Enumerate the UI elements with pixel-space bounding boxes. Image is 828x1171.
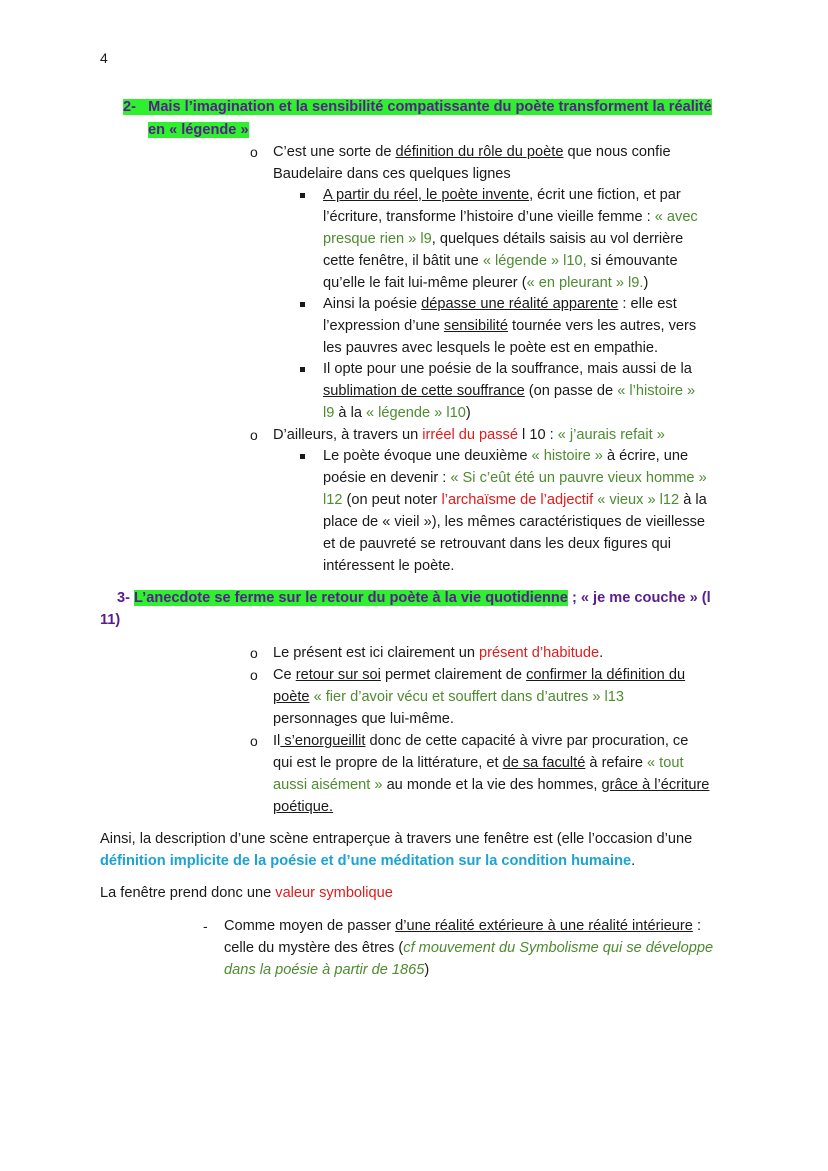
text: qu’elle le fait lui-même pleurer ( [323,275,527,291]
b1-line3 [323,229,683,251]
s3-item3-line4 [273,797,333,819]
text: qui est le propre de la littérature, et [273,755,503,771]
underlined-text: sensibilité [443,318,508,334]
quote: « l’histoire » [617,383,696,399]
text: à refaire [585,755,647,771]
s3-item1 [273,643,603,665]
text: 11) [100,612,121,628]
b1-line4 [323,251,678,273]
text: La fenêtre prend donc une [100,885,276,901]
underlined-text: s’enorgueillit [280,733,366,749]
section-2-heading-line2 [148,120,249,142]
b3-line2 [323,381,695,403]
quote: presque rien » l9 [323,231,432,247]
text: à écrire, une [602,448,689,464]
window-line [100,883,393,905]
section-3-heading-line2 [100,610,120,632]
b4-line4: place de « vieil »), les mêmes caractéristiques de vieillesse [323,514,706,530]
text: Ainsi la poésie [323,296,422,312]
quote: « vieux » l12 [593,492,680,508]
s3-item3-line2 [273,753,684,775]
quote: « j’aurais refait » [557,427,665,443]
b4-line2 [323,468,707,490]
circle-bullet-icon: o [250,733,258,749]
text: : elle est [618,296,677,312]
square-bullet-icon [300,302,305,307]
text: . [599,645,604,661]
text: permet clairement de [380,667,527,683]
b2-line2 [323,316,696,338]
red-text: l’archaïsme de l’adjectif [441,492,594,508]
quote: « tout [647,755,684,771]
text: à la [679,492,707,508]
text: que nous confie [563,144,671,160]
underlined-text: poète [273,689,310,705]
text: poésie en devenir : [323,470,451,486]
s2-second-line [273,425,665,447]
blue-bold-text: définition implicite de la poésie et d’une méditation sur la condition humaine [100,853,632,869]
s3-item2-line2 [273,687,624,709]
b3-line3 [323,403,471,425]
text: Le poète évoque une deuxième [323,448,532,464]
s3-item2-line3: personnages que lui-même. [273,711,454,727]
b4-line1 [323,446,688,468]
text: celle du mystère des êtres ( [224,940,404,956]
b1-line2 [323,207,698,229]
text: C’est une sorte de [273,144,396,160]
section-2-title-line2: en « légende » [148,122,249,138]
text: Ce [273,667,296,683]
quote: « Si c’eût été un pauvre vieux homme » [450,470,707,486]
text: D’ailleurs, à travers un [273,427,423,443]
quote: l9 [323,405,335,421]
s3-item3-line1 [273,731,688,753]
section-3-heading [117,588,711,610]
underlined-text: retour sur soi [295,667,381,683]
conclusion-line2 [100,851,635,873]
section-2-heading [123,97,712,119]
b1-line1 [323,185,681,207]
underlined-text: dépasse une réalité apparente [421,296,619,312]
quote: « légende » l10 [366,405,466,421]
section-3-title: L’anecdote se ferme sur le retour du poète à la vie quotidienne [134,590,568,606]
text: , écrit une fiction, et par [529,187,681,203]
section-2-number: 2- [123,99,136,115]
quote: « avec [654,209,698,225]
text: (on passe de [524,383,618,399]
italic-green-text: dans la poésie à partir de 1865 [224,962,425,978]
text: à la [334,405,366,421]
dash-item-line2 [224,938,713,960]
b4-line6: intéressent le poète. [323,558,455,574]
dash-item-line1 [224,916,701,938]
quote: « légende » l10, [482,253,587,269]
text: (on peut noter [342,492,442,508]
text: : [692,918,701,934]
circle-bullet-icon: o [250,144,258,160]
b2-line3: les pauvres avec lesquels le poète est en empathie. [323,340,659,356]
text: au monde et la vie des hommes, [382,777,602,793]
text: ) [424,962,430,978]
text: Comme moyen de passer [224,918,396,934]
conclusion-line1: Ainsi, la description d’une scène entraperçue à travers une fenêtre est (elle l’occasion d’une [100,831,693,847]
section-2-title-line1: Mais l’imagination et la sensibilité compatissante du poète transforment la réalité [148,99,712,115]
b3-line1: Il opte pour une poésie de la souffrance, mais aussi de la [323,361,692,377]
underlined-text: de sa faculté [502,755,586,771]
dash-item-line3 [224,960,429,982]
text: cette fenêtre, il bâtit une [323,253,483,269]
dash-bullet: - [203,918,208,934]
circle-bullet-icon: o [250,667,258,683]
text: ) [465,405,471,421]
italic-green-text: cf mouvement du Symbolisme qui se développe [403,940,714,956]
red-text: valeur symbolique [275,885,393,901]
text: Le présent est ici clairement un [273,645,480,661]
text: tournée vers les autres, vers [507,318,697,334]
b1-line5 [323,273,648,295]
text: ) [643,275,649,291]
circle-bullet-icon: o [250,427,258,443]
page-number: 4 [100,50,108,66]
underlined-text: définition du rôle du poète [395,144,564,160]
square-bullet-icon [300,367,305,372]
quote: l13 [600,689,625,705]
text: l 10 : [517,427,558,443]
underlined-text: grâce à l’écriture [601,777,710,793]
red-text: présent d’habitude [479,645,600,661]
quote: « fier d’avoir vécu et souffert dans d’autres » [309,689,601,705]
text: , quelques détails saisis au vol derrière [431,231,684,247]
underlined-text: confirmer la définition du [526,667,686,683]
text: Il [273,733,281,749]
b4-line3 [323,490,707,512]
section-3-rest: ; « je me couche » (l [567,590,711,606]
s3-item2-line1 [273,665,685,687]
section-3-number: 3- [117,590,130,606]
underlined-text: A partir du réel, le poète invente [323,187,530,203]
s2-intro-line2: Baudelaire dans ces quelques lignes [273,166,511,182]
red-text: irréel du passé [422,427,518,443]
quote: « en pleurant » l9. [526,275,644,291]
square-bullet-icon [300,454,305,459]
underlined-text: d’une réalité extérieure à une réalité intérieure [395,918,693,934]
b2-line1 [323,294,677,316]
s2-intro-line1 [273,142,671,164]
text: si émouvante [586,253,678,269]
quote: « histoire » [531,448,603,464]
text: . [631,853,636,869]
s3-item3-line3 [273,775,709,797]
underlined-text: poétique. [273,799,334,815]
text: l’écriture, transforme l’histoire d’une vieille femme : [323,209,655,225]
underlined-text: sublimation de cette souffrance [323,383,525,399]
b4-line5: et de pauvreté se retrouvant dans les deux figures qui [323,536,672,552]
text: l’expression d’une [323,318,444,334]
text: donc de cette capacité à vivre par procuration, ce [365,733,689,749]
quote: aussi aisément » [273,777,383,793]
square-bullet-icon [300,193,305,198]
circle-bullet-icon: o [250,645,258,661]
quote: l12 [323,492,343,508]
